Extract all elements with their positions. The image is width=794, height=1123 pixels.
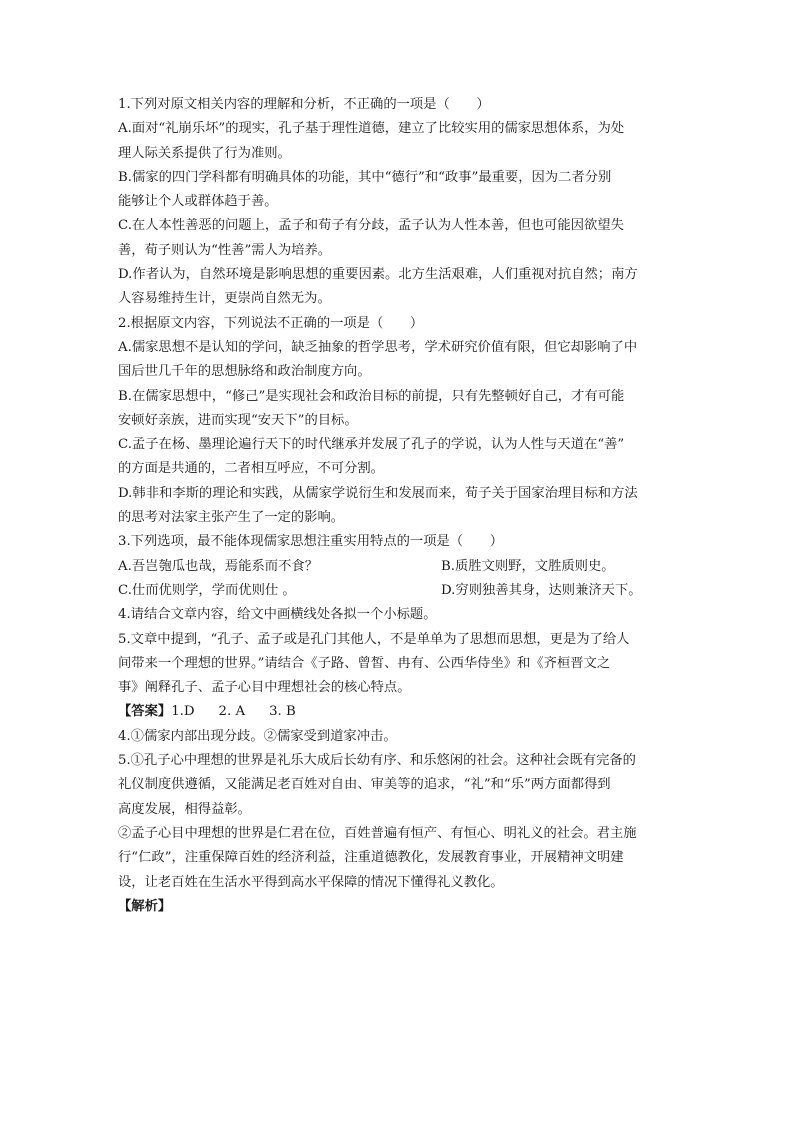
q5-stem-line3: 事》阐释孔子、孟子心目中理想社会的核心特点。 [118, 680, 411, 696]
q2-stem: 2.根据原文内容，下列说法不正确的一项是（ ） [118, 315, 424, 331]
answer-5-part2-line2: 行“仁政”，注重保障百姓的经济利益，注重道德教化，发展教育事业，开展精神文明建 [118, 850, 624, 866]
answer-5-part1-line1: 5.①孔子心中理想的世界是礼乐大成后长幼有序、和乐悠闲的社会。这种社会既有完备的 [118, 753, 636, 769]
q2-option-c-line2: 的方面是共通的，二者相互呼应，不可分割。 [118, 461, 384, 477]
q3-options-row-1 [118, 555, 678, 579]
answer-1: 1.D [171, 704, 195, 720]
q4-stem: 4.请结合文章内容，给文中画横线处各拟一个小标题。 [118, 607, 437, 623]
answer-5-part1-line3: 高度发展，相得益彰。 [118, 801, 251, 817]
q2-option-b-line2: 安顿好亲族，进而实现“安天下”的目标。 [118, 412, 358, 428]
answer-5-part1-line2: 礼仪制度供遵循，又能满足老百姓对自由、审美等的追求，“礼”和“乐”两方面都得到 [118, 777, 611, 793]
answer-2: 2. A [218, 704, 246, 720]
q3-option-c: C.仕而优则学，学而优则仕 。 [118, 582, 296, 598]
analysis-label: 【解析】 [118, 898, 172, 914]
document-content [118, 93, 678, 919]
q3-option-a: A.吾岂匏瓜也哉，焉能系而不食？ [118, 558, 318, 574]
q1-option-d-line2: 人容易维持生计，更崇尚自然无为。 [118, 291, 331, 307]
q1-option-a-line2: 理人际关系提供了行为准则。 [118, 145, 291, 161]
q2-option-a-line1: A.儒家思想不是认知的学问，缺乏抽象的哲学思考，学术研究价值有限，但它却影响了中 [118, 339, 638, 355]
q2-option-c-line1: C.孟子在杨、墨理论遍行天下的时代继承并发展了孔子的学说，认为人性与天道在“善” [118, 437, 625, 453]
q2-option-d-line2: 的思考对法家主张产生了一定的影响。 [118, 510, 345, 526]
q1-option-c-line2: 善，荀子则认为“性善”需人为培养。 [118, 242, 332, 258]
q1-option-d-line1: D.作者认为，自然环境是影响思想的重要因素。北方生活艰难，人们重视对抗自然；南方 [118, 267, 638, 283]
answer-4: 4.①儒家内部出现分歧。②儒家受到道家冲击。 [118, 728, 397, 744]
q1-stem: 1.下列对原文相关内容的理解和分析，不正确的一项是（ ） [118, 97, 490, 112]
q3-options-row-2 [118, 579, 678, 603]
answer-3: 3. B [269, 704, 296, 720]
q2-option-a-line2: 国后世几千年的思想脉络和政治制度方向。 [118, 364, 371, 380]
q5-stem-line2: 间带来一个理想的世界。”请结合《子路、曾皙、冉有、公西华侍坐》和《齐桓晋文之 [118, 655, 611, 671]
q2-option-b-line1: B.在儒家思想中，“修己”是实现社会和政治目标的前提，只有先整顿好自己，才有可能 [118, 388, 625, 404]
q1-option-b-line2: 能够让个人或群体趋于善。 [118, 194, 278, 210]
q3-option-b: B.质胜文则野，文胜质则史。 [441, 558, 615, 574]
q1-option-b-line1: B.儒家的四门学科都有明确具体的功能，其中“德行”和“政事”最重要，因为二者分别 [118, 169, 612, 185]
q1-option-a-line1: A.面对“礼崩乐坏”的现实，孔子基于理性道德，建立了比较实用的儒家思想体系，为处 [118, 121, 625, 137]
q3-stem: 3.下列选项，最不能体现儒家思想注重实用特点的一项是（ ） [118, 534, 503, 550]
answer-label: 【答案】 [118, 704, 172, 720]
q1-option-c-line1: C.在人本性善恶的问题上，孟子和荀子有分歧，孟子认为人性本善，但也可能因欲望失 [118, 218, 624, 234]
answer-5-part2-line3: 设，让老百姓在生活水平得到高水平保障的情况下懂得礼义教化。 [118, 874, 504, 890]
q5-stem-line1: 5.文章中提到，“孔子、孟子或是孔门其他人，不是单单为了思想而思想，更是为了给人 [118, 631, 630, 647]
answer-line [118, 700, 678, 724]
q3-option-d: D.穷则独善其身，达则兼济天下。 [441, 582, 642, 598]
answer-5-part2-line1: ②孟子心目中理想的世界是仁君在位，百姓普遍有恒产、有恒心、明礼义的社会。君主施 [118, 825, 637, 841]
q2-option-d-line1: D.韩非和李斯的理论和实践，从儒家学说衍生和发展而来，荀子关于国家治理目标和方法 [118, 485, 638, 501]
